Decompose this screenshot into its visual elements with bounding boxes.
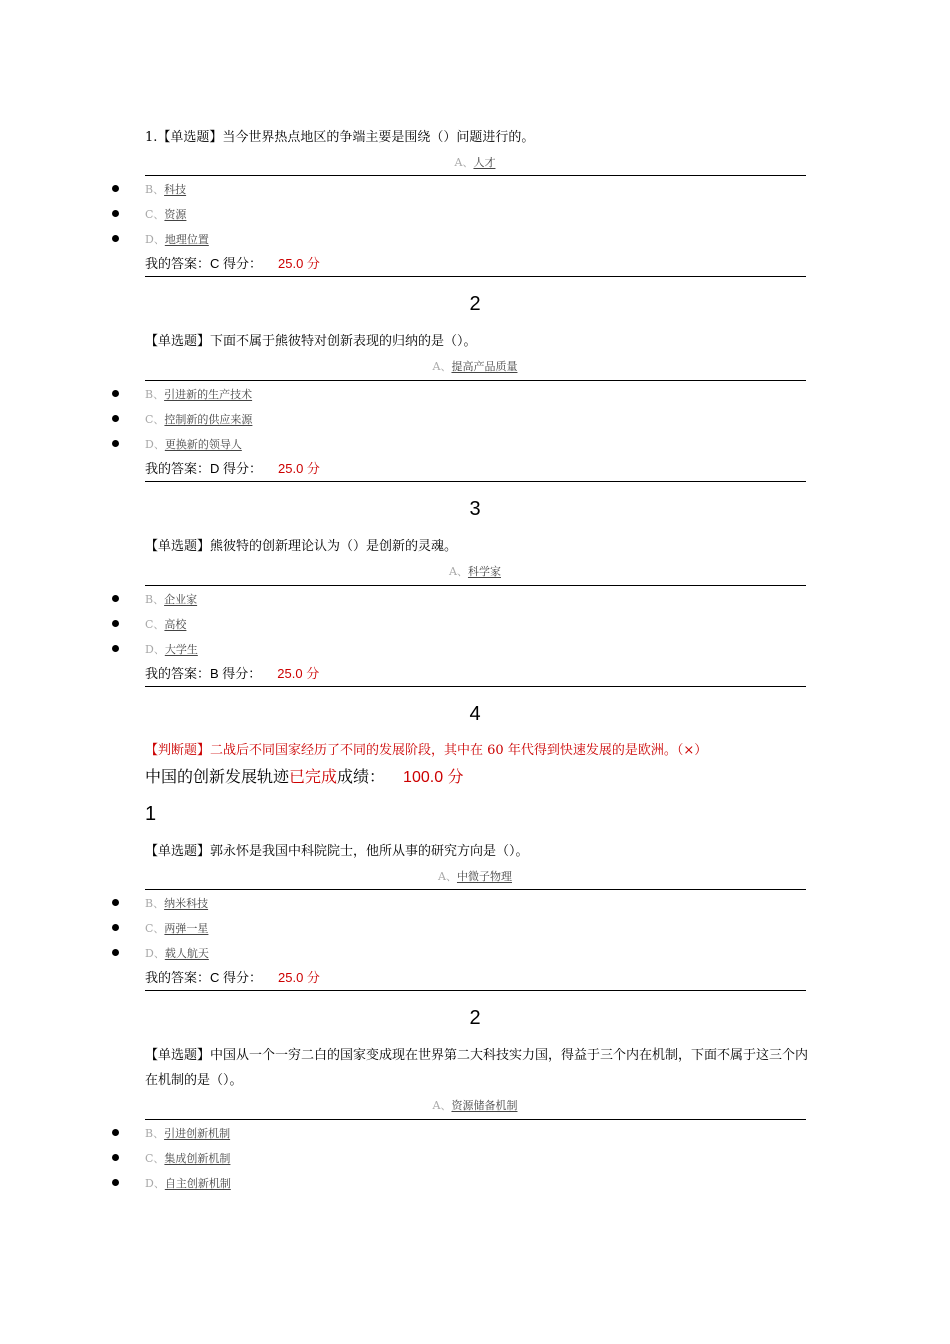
option-a[interactable]: A、科学家 xyxy=(449,565,501,578)
question-type: 【单选题】 xyxy=(145,539,211,554)
question-text xyxy=(145,738,810,763)
question-type: 【单选题】 xyxy=(145,844,211,859)
question-number: 1. xyxy=(145,130,158,145)
my-answer: 我的答案：C 得分： 25.0 分 xyxy=(145,256,320,271)
chapter-score-label: 成绩： xyxy=(337,767,386,786)
divider xyxy=(145,276,806,277)
option-b[interactable]: B、引进创新机制 xyxy=(145,1127,231,1140)
option-b[interactable]: B、科技 xyxy=(145,183,187,196)
question-number: 3 xyxy=(469,498,481,520)
chapter-title: 中国的创新发展轨迹 xyxy=(145,767,290,786)
bullet-icon xyxy=(112,415,119,422)
question-number: 4 xyxy=(469,703,481,725)
bullet-icon xyxy=(112,1179,119,1186)
bullet-icon xyxy=(112,235,119,242)
bullet-icon xyxy=(112,390,119,397)
question-text xyxy=(145,839,810,864)
option-d[interactable]: D、自主创新机制 xyxy=(145,1177,231,1190)
option-a[interactable]: A、资源储备机制 xyxy=(432,1099,518,1112)
bullet-icon xyxy=(112,899,119,906)
divider xyxy=(145,585,806,586)
question-type: 【判断题】 xyxy=(145,743,211,758)
score-value: 25.0 分 xyxy=(277,666,320,681)
question-number: 2 xyxy=(469,1007,481,1029)
question-text xyxy=(145,329,810,354)
bullet-icon xyxy=(112,185,119,192)
option-c[interactable]: C、资源 xyxy=(145,208,187,221)
divider xyxy=(145,686,806,687)
question-text xyxy=(145,534,810,559)
bullet-icon xyxy=(112,1129,119,1136)
question-text xyxy=(145,125,810,150)
chapter-score: 100.0 分 xyxy=(403,769,464,786)
option-c[interactable]: C、集成创新机制 xyxy=(145,1152,231,1165)
bullet-icon xyxy=(112,924,119,931)
chapter-status: 已完成 xyxy=(289,767,338,786)
bullet-icon xyxy=(112,210,119,217)
divider xyxy=(145,380,806,381)
option-d[interactable]: D、大学生 xyxy=(145,643,198,656)
question-body: 当今世界热点地区的争端主要是围绕（）问题进行的。 xyxy=(222,130,535,145)
question-type: 【单选题】 xyxy=(145,1048,211,1063)
option-a[interactable]: A、人才 xyxy=(454,156,496,169)
chapter-heading xyxy=(145,766,464,789)
option-b[interactable]: B、纳米科技 xyxy=(145,897,209,910)
option-c[interactable]: C、两弹一星 xyxy=(145,922,209,935)
question-body: 中国从一个一穷二白的国家变成现在世界第二大科技实力国，得益于三个内在机制，下面不属于这三个内在机制的是（）。 xyxy=(145,1048,809,1088)
score-value: 25.0 分 xyxy=(278,461,320,476)
option-b[interactable]: B、引进新的生产技术 xyxy=(145,388,253,401)
question-body: 熊彼特的创新理论认为（）是创新的灵魂。 xyxy=(210,539,458,554)
bullet-icon xyxy=(112,949,119,956)
question-number: 2 xyxy=(469,293,481,315)
option-d[interactable]: D、载人航天 xyxy=(145,947,209,960)
option-d[interactable]: D、更换新的领导人 xyxy=(145,438,242,451)
option-d[interactable]: D、地理位置 xyxy=(145,233,209,246)
question-number: 1 xyxy=(145,803,157,825)
option-a[interactable]: A、中微子物理 xyxy=(438,870,512,883)
option-c[interactable]: C、控制新的供应来源 xyxy=(145,413,253,426)
bullet-icon xyxy=(112,1154,119,1161)
question-type: 【单选题】 xyxy=(145,334,211,349)
bullet-icon xyxy=(112,595,119,602)
divider xyxy=(145,990,806,991)
question-body: 二战后不同国家经历了不同的发展阶段，其中在 60 年代得到快速发展的是欧洲。（×） xyxy=(210,743,708,758)
question-text xyxy=(145,1043,810,1093)
option-b[interactable]: B、企业家 xyxy=(145,593,198,606)
my-answer: 我的答案：D 得分： 25.0 分 xyxy=(145,461,320,476)
question-type: 【单选题】 xyxy=(157,130,223,145)
divider xyxy=(145,175,806,176)
bullet-icon xyxy=(112,440,119,447)
my-answer: 我的答案：C 得分： 25.0 分 xyxy=(145,970,320,985)
question-body: 郭永怀是我国中科院院士，他所从事的研究方向是（）。 xyxy=(210,844,529,859)
divider xyxy=(145,1119,806,1120)
option-c[interactable]: C、高校 xyxy=(145,618,187,631)
question-body: 下面不属于熊彼特对创新表现的归纳的是（）。 xyxy=(210,334,477,349)
option-a[interactable]: A、提高产品质量 xyxy=(432,360,518,373)
score-value: 25.0 分 xyxy=(278,256,320,271)
divider xyxy=(145,889,806,890)
my-answer: 我的答案：B 得分： 25.0 分 xyxy=(145,666,320,681)
bullet-icon xyxy=(112,645,119,652)
score-value: 25.0 分 xyxy=(278,970,320,985)
divider xyxy=(145,481,806,482)
bullet-icon xyxy=(112,620,119,627)
